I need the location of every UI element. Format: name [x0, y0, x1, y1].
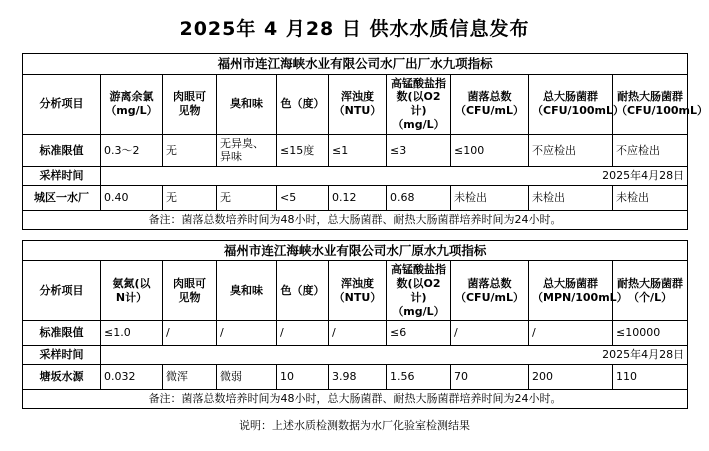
table-outlet-water: [22, 53, 708, 230]
table-caption-row: [23, 54, 688, 75]
table-row-data: [23, 365, 688, 390]
data-cell: 3.98: [329, 365, 387, 390]
limit-cell: 0.3～2: [101, 134, 163, 167]
header-cell: 浑浊度 （NTU）: [329, 74, 387, 134]
header-cell: 氨氮(以 N计）: [101, 261, 163, 321]
header-cell: 高锰酸盐指 数(以O2计)（mg/L）: [387, 261, 451, 321]
data-cell: 微弱: [217, 365, 277, 390]
header-cell: 耐热大肠菌群 （个/L）: [613, 261, 688, 321]
table-row-note: [23, 390, 688, 409]
data-cell: 110: [613, 365, 688, 390]
sample-time-value: 2025年4月28日: [101, 346, 688, 365]
data-cell: <5: [277, 185, 329, 210]
header-cell: 高锰酸盐指 数(以O2计)（mg/L）: [387, 74, 451, 134]
limit-cell: /: [329, 321, 387, 346]
header-cell: 菌落总数 （CFU/mL）: [451, 261, 529, 321]
table-header-row: [23, 74, 688, 134]
data-cell: 0.68: [387, 185, 451, 210]
row-label: 标准限值: [23, 134, 101, 167]
limit-cell: 不应检出: [613, 134, 688, 167]
data-cell: 无: [163, 185, 217, 210]
limit-cell: /: [529, 321, 613, 346]
data-cell: 70: [451, 365, 529, 390]
row-label: 采样时间: [23, 167, 101, 186]
footer-note: 说明：上述水质检测数据为水厂化验室检测结果: [239, 418, 470, 432]
table-row-limits: [23, 321, 688, 346]
data-cell: 未检出: [613, 185, 688, 210]
limit-cell: /: [217, 321, 277, 346]
header-cell: 肉眼可 见物: [163, 74, 217, 134]
sample-time-value: 2025年4月28日: [101, 167, 688, 186]
header-cell: 臭和味: [217, 74, 277, 134]
header-cell: 浑浊度 （NTU）: [329, 261, 387, 321]
table-row-sample-time: [23, 346, 688, 365]
data-cell: 10: [277, 365, 329, 390]
limit-cell: /: [451, 321, 529, 346]
data-cell: 0.032: [101, 365, 163, 390]
data-cell: 200: [529, 365, 613, 390]
header-cell: 游离余氯 （mg/L）: [101, 74, 163, 134]
limit-cell: ≤10000: [613, 321, 688, 346]
table-row-sample-time: [23, 167, 688, 186]
data-cell: 微浑: [163, 365, 217, 390]
row-label: 塘坂水源: [23, 365, 101, 390]
header-cell: 耐热大肠菌群 （CFU/100mL）: [613, 74, 688, 134]
header-cell: 色（度）: [277, 261, 329, 321]
header-cell: 肉眼可 见物: [163, 261, 217, 321]
data-cell: 未检出: [529, 185, 613, 210]
limit-cell: ≤1: [329, 134, 387, 167]
page-title: 2025年 4 月28 日 供水水质信息发布: [179, 18, 530, 40]
row-label: 城区一水厂: [23, 185, 101, 210]
table-caption-row: [23, 240, 688, 261]
header-cell: 菌落总数 （CFU/mL）: [451, 74, 529, 134]
data-cell: 未检出: [451, 185, 529, 210]
limit-cell: ≤100: [451, 134, 529, 167]
header-cell: 色（度）: [277, 74, 329, 134]
header-cell: 总大肠菌群 （MPN/100mL）: [529, 261, 613, 321]
limit-cell: ≤15度: [277, 134, 329, 167]
data-cell: 0.40: [101, 185, 163, 210]
table2-caption: 福州市连江海峡水业有限公司水厂原水九项指标: [23, 240, 688, 261]
limit-cell: 无: [163, 134, 217, 167]
table-raw-water: [22, 240, 688, 409]
header-cell: 分析项目: [23, 74, 101, 134]
header-cell: 臭和味: [217, 261, 277, 321]
header-cell: 总大肠菌群 （CFU/100mL）: [529, 74, 613, 134]
table-row-data: [23, 185, 688, 210]
limit-cell: ≤6: [387, 321, 451, 346]
table-row-note: [23, 210, 688, 229]
table2-note: 备注：菌落总数培养时间为48小时，总大肠菌群、耐热大肠菌群培养时间为24小时。: [23, 390, 688, 409]
table1-caption: 福州市连江海峡水业有限公司水厂出厂水九项指标: [23, 54, 688, 75]
table-row-limits: [23, 134, 688, 167]
table-spacer: [0, 230, 709, 240]
data-cell: 0.12: [329, 185, 387, 210]
limit-cell: /: [163, 321, 217, 346]
limit-cell: 无异臭、异味: [217, 134, 277, 167]
limit-cell: ≤1.0: [101, 321, 163, 346]
row-label: 标准限值: [23, 321, 101, 346]
data-cell: 无: [217, 185, 277, 210]
limit-cell: /: [277, 321, 329, 346]
limit-cell: ≤3: [387, 134, 451, 167]
limit-cell: 不应检出: [529, 134, 613, 167]
table1-note: 备注：菌落总数培养时间为48小时，总大肠菌群、耐热大肠菌群培养时间为24小时。: [23, 210, 688, 229]
data-cell: 1.56: [387, 365, 451, 390]
table-header-row: [23, 261, 688, 321]
header-cell: 分析项目: [23, 261, 101, 321]
row-label: 采样时间: [23, 346, 101, 365]
